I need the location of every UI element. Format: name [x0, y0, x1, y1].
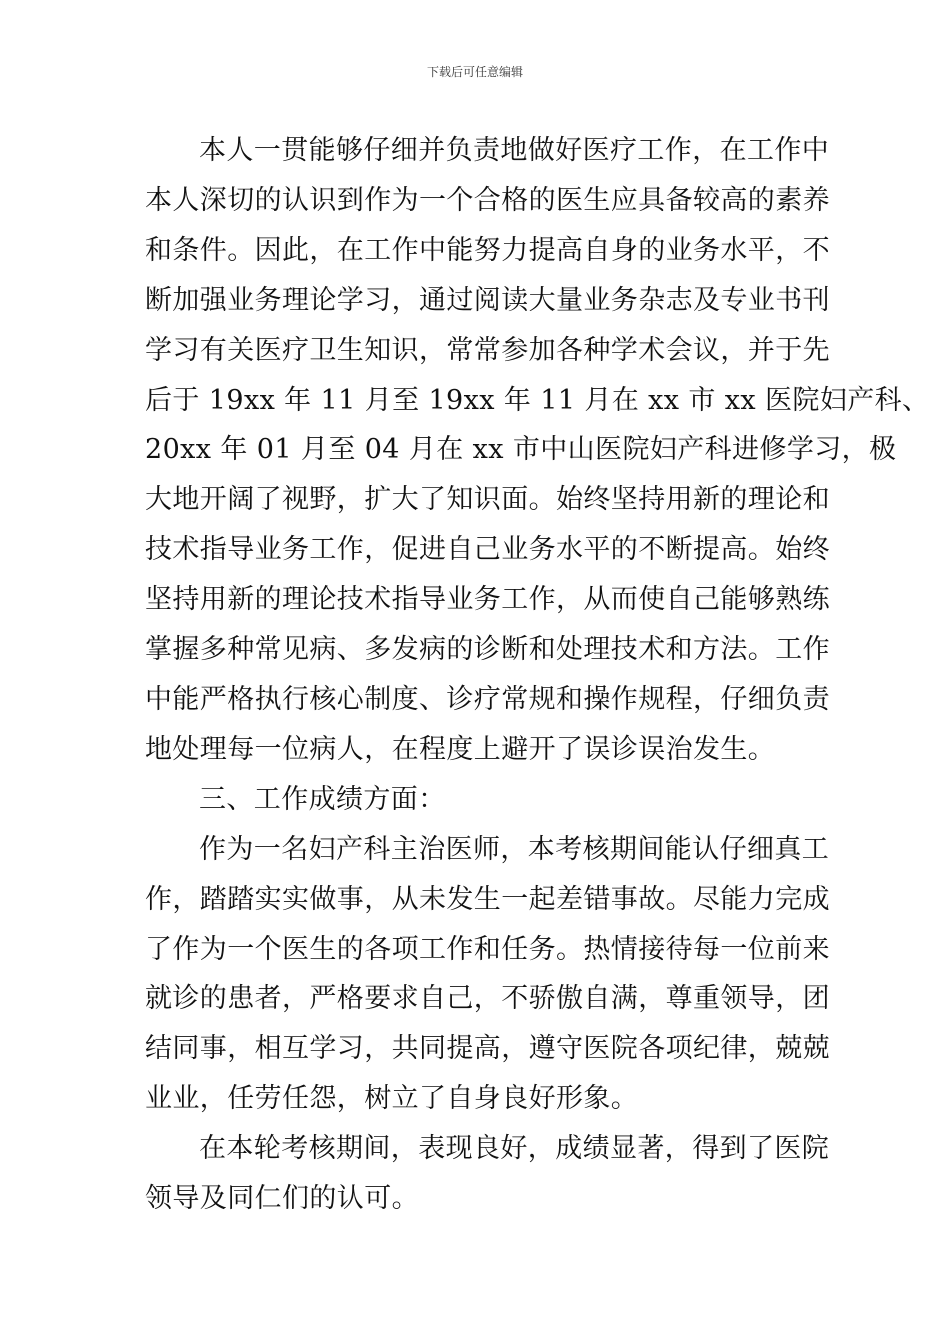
text-line: 地处理每一位病人，在程度上避开了误诊误治发生。	[145, 733, 776, 765]
paragraph-achievements	[145, 825, 830, 1124]
text-line: 断加强业务理论学习，通过阅读大量业务杂志及专业书刊	[145, 284, 830, 316]
document-body	[145, 126, 930, 1224]
text-line: 掌握多种常见病、多发病的诊断和处理技术和方法。工作	[145, 634, 830, 666]
page-header: 下载后可任意编辑	[426, 65, 523, 79]
paragraph-conclusion	[145, 1124, 830, 1224]
text-line: 坚持用新的理论技术指导业务工作，从而使自己能够熟练	[145, 584, 830, 616]
text-line: 在本轮考核期间，表现良好，成绩显著，得到了医院	[199, 1133, 830, 1165]
paragraph-medical-work	[145, 126, 930, 775]
text-line: 技术指导业务工作，促进自己业务水平的不断提高。始终	[145, 534, 830, 566]
text-line: 中能严格执行核心制度、诊疗常规和操作规程，仔细负责	[145, 683, 830, 715]
heading-text: 三、工作成绩方面：	[199, 783, 446, 815]
text-line: 大地开阔了视野，扩大了知识面。始终坚持用新的理论和	[145, 484, 830, 516]
text-line: 了作为一个医生的各项工作和任务。热情接待每一位前来	[145, 933, 830, 965]
text-line: 和条件。因此，在工作中能努力提高自身的业务水平，不	[145, 234, 830, 266]
text-line: 后于 19xx 年 11 月至 19xx 年 11 月在 xx 市 xx 医院妇产科、	[145, 384, 930, 416]
text-line: 就诊的患者，严格要求自己，不骄傲自满，尊重领导，团	[145, 983, 830, 1015]
text-line: 作，踏踏实实做事，从未发生一起差错事故。尽能力完成	[145, 883, 830, 915]
text-line: 本人一贯能够仔细并负责地做好医疗工作，在工作中	[199, 135, 830, 166]
text-line: 20xx 年 01 月至 04 月在 xx 市中山医院妇产科进修学习，极	[145, 434, 897, 466]
text-line: 业业，任劳任怨，树立了自身良好形象。	[145, 1083, 639, 1115]
text-line: 学习有关医疗卫生知识，常常参加各种学术会议，并于先	[145, 334, 830, 366]
text-line: 领导及同仁们的认可。	[145, 1183, 419, 1215]
text-line: 作为一名妇产科主治医师，本考核期间能认仔细真工	[199, 833, 830, 865]
text-line: 本人深切的认识到作为一个合格的医生应具备较高的素养	[145, 184, 830, 216]
section-heading	[145, 775, 813, 825]
text-line: 结同事，相互学习，共同提高，遵守医院各项纪律，兢兢	[145, 1033, 830, 1065]
